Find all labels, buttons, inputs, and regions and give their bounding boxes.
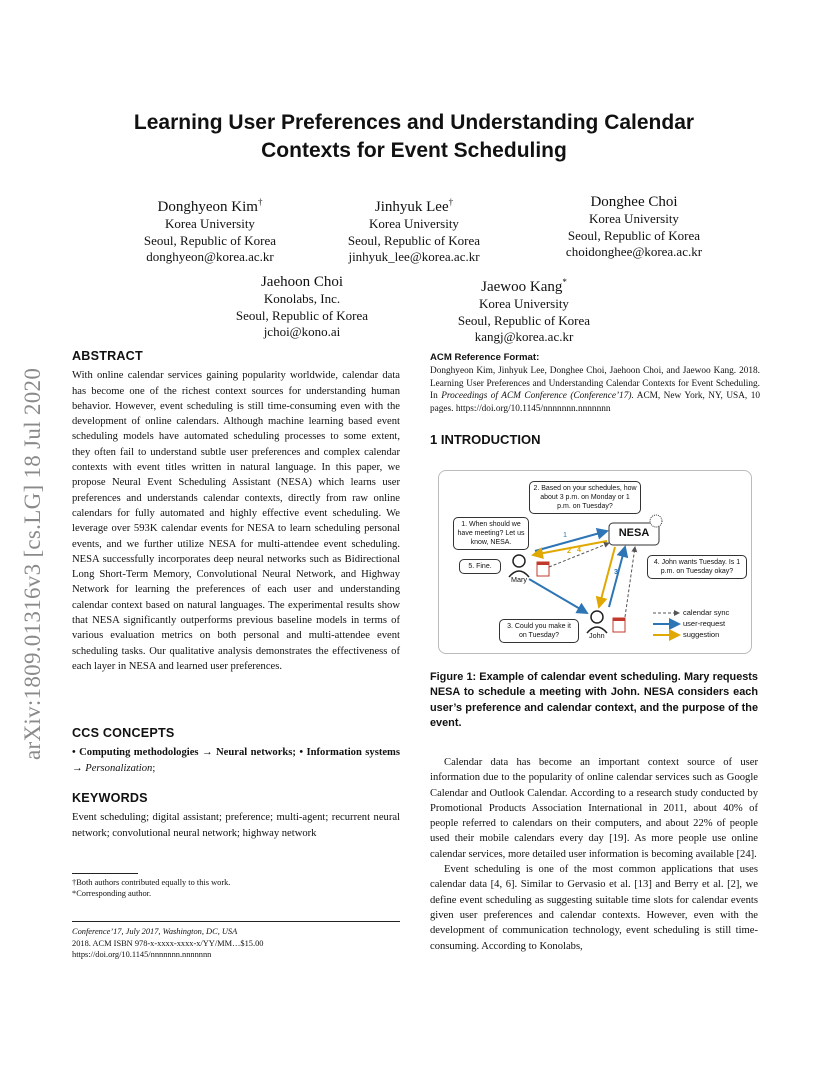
bubble-could-you: 3. Could you make it on Tuesday? (499, 619, 579, 643)
abstract-text: With online calendar services gaining popularity worldwide, calendar data has become one of the richest context sources for understanding human behavior. However, event scheduling is still time-consuming even with the development of online calendars. Although machine learning based event scheduling models have automated scheduling processes to some extent, they often fail to understand subtle user preferences and complex calendar contexts with event titles written in natural language. In this paper, we propose Neural Event Scheduling Assistant (NESA) which learns user preferences and understands calendar contexts, directly from raw online calendars for fully automated and highly effective event scheduling. We leverage over 593K calendar events for NESA to learn scheduling personal events, and we further utilize NESA for multi-attendee event scheduling. NESA successfully incorporates deep neural networks such as Bidirectional Long Short-Term Memory, Convolutional Neural Network, and Highway Network for learning the preferences of each user and understanding calendar context based on natural languages. The experimental results show that NESA significantly outperforms previous baseline models in terms of various evaluation metrics on both personal and multi-attendee event scheduling tasks. Our qualitative analysis demonstrates the effectiveness of each layer in NESA and learned user preferences. (72, 370, 400, 672)
acm-reference-format (430, 352, 760, 416)
author-block (534, 193, 734, 261)
ccs-heading: CCS CONCEPTS (72, 726, 175, 740)
legend-user-request: user-request (683, 619, 726, 628)
step-number-1: 1 (563, 530, 567, 539)
footnote-rule (72, 873, 138, 874)
title-line-1: Learning User Preferences and Understanding Calendar (133, 111, 695, 134)
author-location: Seoul, Republic of Korea (567, 227, 701, 243)
author-email[interactable]: donghyeon@korea.ac.kr (146, 249, 274, 264)
figure-1 (438, 470, 752, 654)
nesa-label: NESA (618, 527, 650, 539)
conference-rule (72, 921, 400, 922)
acm-ref-part-b: ACM, New York, NY, USA, 10 pages. https://doi.org/10.1145/nnnnnnn.nnnnnnn (430, 391, 760, 415)
step-number-4: 4 (577, 545, 581, 554)
conference-line: Conference’17, July 2017, Washington, DC, USA (72, 927, 238, 936)
author-affiliation: Korea University (479, 296, 569, 311)
ccs-tail: ; (152, 762, 156, 774)
john-head-icon (591, 611, 603, 623)
author-affiliation: Korea University (589, 211, 679, 226)
intro-paragraph-2: Event scheduling is one of the most common applications that uses calendar data [4, 6]. Similar to Gervasio et al. [13] and Berry et al. [2], we define event scheduling as suggesting suitable time slots for calendar events given user preferences and calendar contexts. However, even with the development of communication technology, event scheduling is still time-consuming. According to Konolabs, (430, 864, 758, 952)
abstract-heading: ABSTRACT (72, 349, 143, 363)
author-location: Seoul, Republic of Korea (347, 232, 481, 248)
step-number-3: 3 (614, 567, 618, 576)
author-email[interactable]: jinhyuk_lee@korea.ac.kr (348, 249, 480, 264)
ccs-item-1: • Computing methodologies → Neural networks; (72, 747, 296, 759)
keywords-heading: KEYWORDS (72, 791, 148, 805)
arxiv-stamp: arXiv:1809.01316v3 [cs.LG] 18 Jul 2020 (20, 367, 45, 760)
author-mark: * (562, 277, 567, 287)
author-name: Donghee Choi (590, 194, 678, 210)
ccs-item-2: • Information systems → (72, 747, 400, 774)
author-email[interactable]: jchoi@kono.ai (263, 324, 341, 339)
author-block (202, 273, 402, 341)
footnote-corresponding: *Corresponding author. (72, 889, 152, 898)
step-number-2: 2 (567, 546, 571, 555)
title-line-2: Contexts for Event Scheduling (261, 139, 567, 162)
acm-ref-text (430, 365, 760, 416)
legend-calendar-sync: calendar sync (683, 608, 730, 617)
doi-line[interactable]: https://doi.org/10.1145/nnnnnnn.nnnnnnn (72, 950, 212, 959)
gear-icon (650, 515, 662, 527)
author-block (424, 273, 624, 346)
author-affiliation: Korea University (369, 216, 459, 231)
keywords-section (72, 791, 400, 841)
introduction-heading: 1 INTRODUCTION (430, 432, 541, 447)
isbn-line: 2018. ACM ISBN 978-x-xxxx-xxxx-x/YY/MM…$15.00 (72, 938, 264, 948)
author-email[interactable]: kangj@korea.ac.kr (474, 329, 574, 344)
author-name: Jinhyuk Lee (374, 199, 449, 215)
bubble-mary-request: 1. When should we have meeting? Let us know, NESA. (453, 517, 529, 550)
sync-arrow-john (625, 547, 635, 617)
figure-caption: Figure 1: Example of calendar event scheduling. Mary requests NESA to schedule a meeting with John. NESA considers each user’s preference and calendar context, and the purpose of the event. (430, 671, 758, 730)
paper-title (90, 109, 738, 165)
author-location: Seoul, Republic of Korea (235, 307, 369, 323)
request-arrow-john (529, 579, 587, 613)
request-arrow-4 (609, 547, 625, 607)
suggestion-arrow-3 (599, 547, 615, 607)
bubble-suggestion-times: 2. Based on your schedules, how about 3 p.m. on Monday or 1 p.m. on Tuesday? (529, 481, 641, 514)
author-block (314, 193, 514, 266)
bubble-john-wants: 4. John wants Tuesday. Is 1 p.m. on Tuesday okay? (647, 555, 747, 579)
author-location: Seoul, Republic of Korea (457, 312, 591, 328)
acm-ref-proceedings: Proceedings of ACM Conference (Conference’17). (441, 391, 634, 402)
author-name: Jaehoon Choi (260, 274, 344, 290)
conference-info (72, 926, 400, 961)
author-location: Seoul, Republic of Korea (143, 232, 277, 248)
ccs-text (72, 745, 400, 776)
introduction-body (430, 755, 758, 954)
keywords-text: Event scheduling; digital assistant; preference; multi-agent; recurrent neural network; convolutional neural network; highway network (72, 812, 400, 839)
ccs-section (72, 726, 400, 776)
author-name: Donghyeon Kim (157, 199, 258, 215)
acm-ref-heading: ACM Reference Format: (430, 352, 540, 363)
john-label: John (589, 631, 605, 640)
intro-paragraph-1: Calendar data has become an important context source of user information due to the popularity of online calendar services such as Google Calendar and Outlook Calendar. According to a research study conducted by Promotional Products Association International in 2011, about 40% of people referred to calendars on their computers, and about 22% of people used their mobile calendars every day [19]. As more people use online calendar services, more detailed user information is becoming available [24]. (430, 757, 758, 860)
legend-suggestion: suggestion (683, 630, 720, 639)
bubble-fine: 5. Fine. (459, 559, 501, 574)
mary-head-icon (513, 555, 525, 567)
author-email[interactable]: choidonghee@korea.ac.kr (565, 244, 703, 259)
ccs-item-2-italic: Personalization (85, 762, 153, 774)
mary-label: Mary (511, 575, 527, 584)
author-affiliation: Korea University (165, 216, 255, 231)
author-block (110, 193, 310, 266)
acm-ref-part-a: Donghyeon Kim, Jinhyuk Lee, Donghee Choi, Jaehoon Choi, and Jaewoo Kang. 2018. Learning User Preferences and Understanding Calendar Contexts for Event Scheduling. In (430, 365, 760, 402)
footnote-equal-contribution: †Both authors contributed equally to this work. (72, 878, 231, 887)
abstract-section (72, 349, 400, 674)
author-affiliation: Konolabs, Inc. (263, 291, 341, 306)
author-mark: † (257, 197, 263, 207)
author-mark: † (448, 197, 454, 207)
author-name: Jaewoo Kang (481, 279, 563, 295)
